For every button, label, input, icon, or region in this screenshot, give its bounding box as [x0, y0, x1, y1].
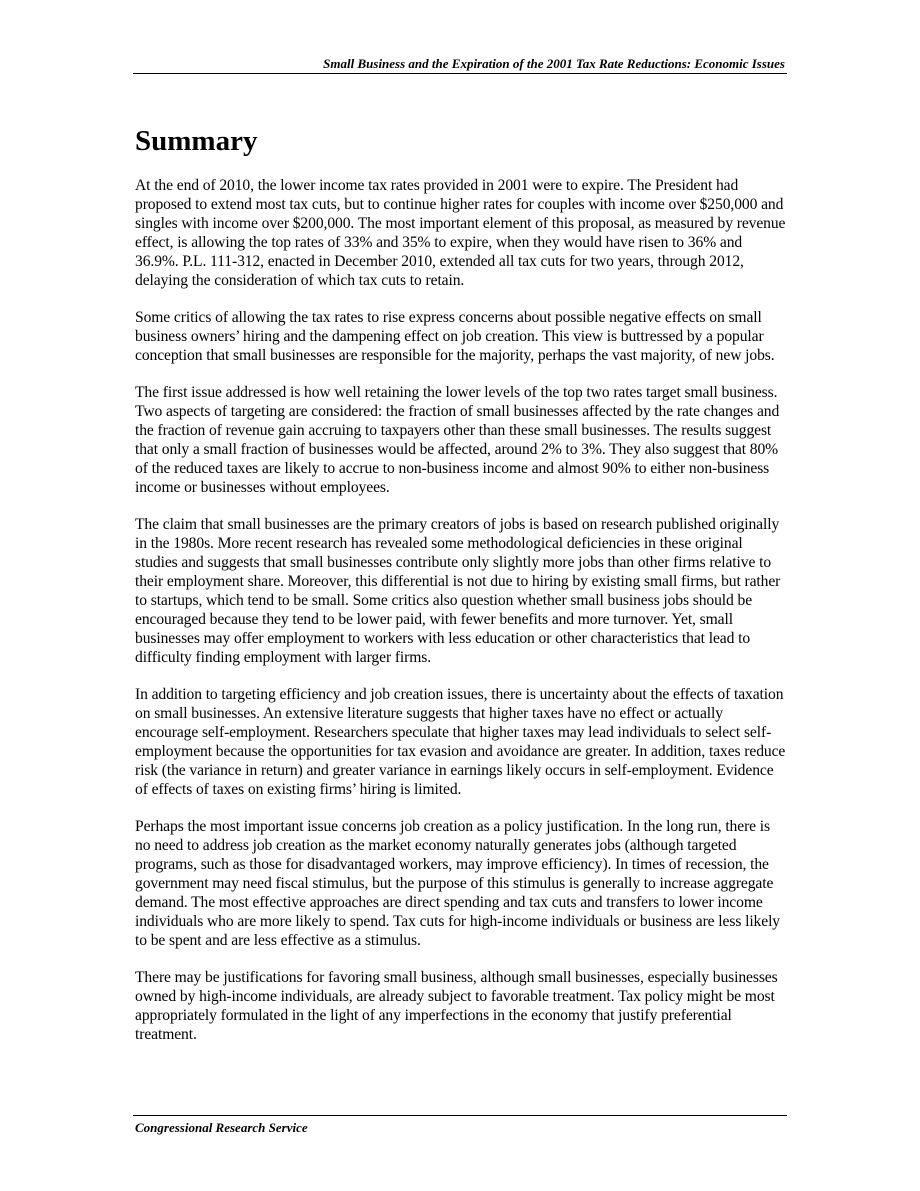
summary-paragraph-6: Perhaps the most important issue concerns job creation as a policy justification. In the long run, there is no need to address job creation as the market economy naturally generates jobs (although targeted programs, such as those for disadvantaged workers, may improve efficiency). In times of recession, the government may need fiscal stimulus, but the purpose of this stimulus is generally to increase aggregate demand. The most effective approaches are direct spending and tax cuts and transfers to lower income individuals who are more likely to spend. Tax cuts for high-income individuals or business are less likely to be spent and are less effective as a stimulus.	[135, 818, 781, 949]
page-title: Summary	[135, 125, 258, 157]
summary-paragraph-1: At the end of 2010, the lower income tax rates provided in 2001 were to expire. The President had proposed to extend most tax cuts, but to continue higher rates for couples with income over $250,000 and singles with income over $200,000. The most important element of this proposal, as measured by revenue effect, is allowing the top rates of 33% and 35% to expire, when they would have risen to 36% and 36.9%. P.L. 111-312, enacted in December 2010, extended all tax cuts for two years, through 2012, delaying the consideration of which tax cuts to retain.	[135, 177, 786, 289]
footer-source: Congressional Research Service	[135, 1120, 308, 1135]
footer-divider	[133, 1115, 787, 1116]
summary-paragraph-2: Some critics of allowing the tax rates to rise express concerns about possible negative effects on small business owners’ hiring and the dampening effect on job creation. This view is buttressed by a popular conception that small businesses are responsible for the majority, perhaps the vast majority, of new jobs.	[135, 309, 775, 364]
summary-paragraph-7: There may be justifications for favoring small business, although small businesses, especially businesses owned by high-income individuals, are already subject to favorable treatment. Tax policy might be most appropriately formulated in the light of any imperfections in the economy that justify preferential treatment.	[135, 969, 778, 1043]
summary-paragraph-4: The claim that small businesses are the primary creators of jobs is based on research published originally in the 1980s. More recent research has revealed some methodological deficiencies in these original studies and suggests that small businesses contribute only slightly more jobs than other firms relative to their employment share. Moreover, this differential is not due to hiring by existing small firms, but rather to startups, which tend to be small. Some critics also question whether small business jobs should be encouraged because they tend to be lower paid, with fewer benefits and more turnover. Yet, small businesses may offer employment to workers with less education or other characteristics that lead to difficulty finding employment with larger firms.	[135, 516, 781, 666]
summary-paragraph-5: In addition to targeting efficiency and job creation issues, there is uncertainty about the effects of taxation on small businesses. An extensive literature suggests that higher taxes have no effect or actually encourage self-employment. Researchers speculate that higher taxes may lead individuals to select self-employment because the opportunities for tax evasion and avoidance are greater. In addition, taxes reduce risk (the variance in return) and greater variance in earnings likely occurs in self-employment. Evidence of effects of taxes on existing firms’ hiring is limited.	[135, 686, 786, 798]
header-divider	[133, 73, 787, 74]
running-header: Small Business and the Expiration of the 2001 Tax Rate Reductions: Economic Issues	[323, 56, 785, 71]
summary-body	[135, 176, 787, 1062]
summary-paragraph-3: The first issue addressed is how well retaining the lower levels of the top two rates target small business. Two aspects of targeting are considered: the fraction of small businesses affected by the rate changes and the fraction of revenue gain accruing to taxpayers other than these small businesses. The results suggest that only a small fraction of businesses would be affected, around 2% to 3%. They also suggest that 80% of the reduced taxes are likely to accrue to non-business income and almost 90% to either non-business income or businesses without employees.	[135, 384, 780, 496]
